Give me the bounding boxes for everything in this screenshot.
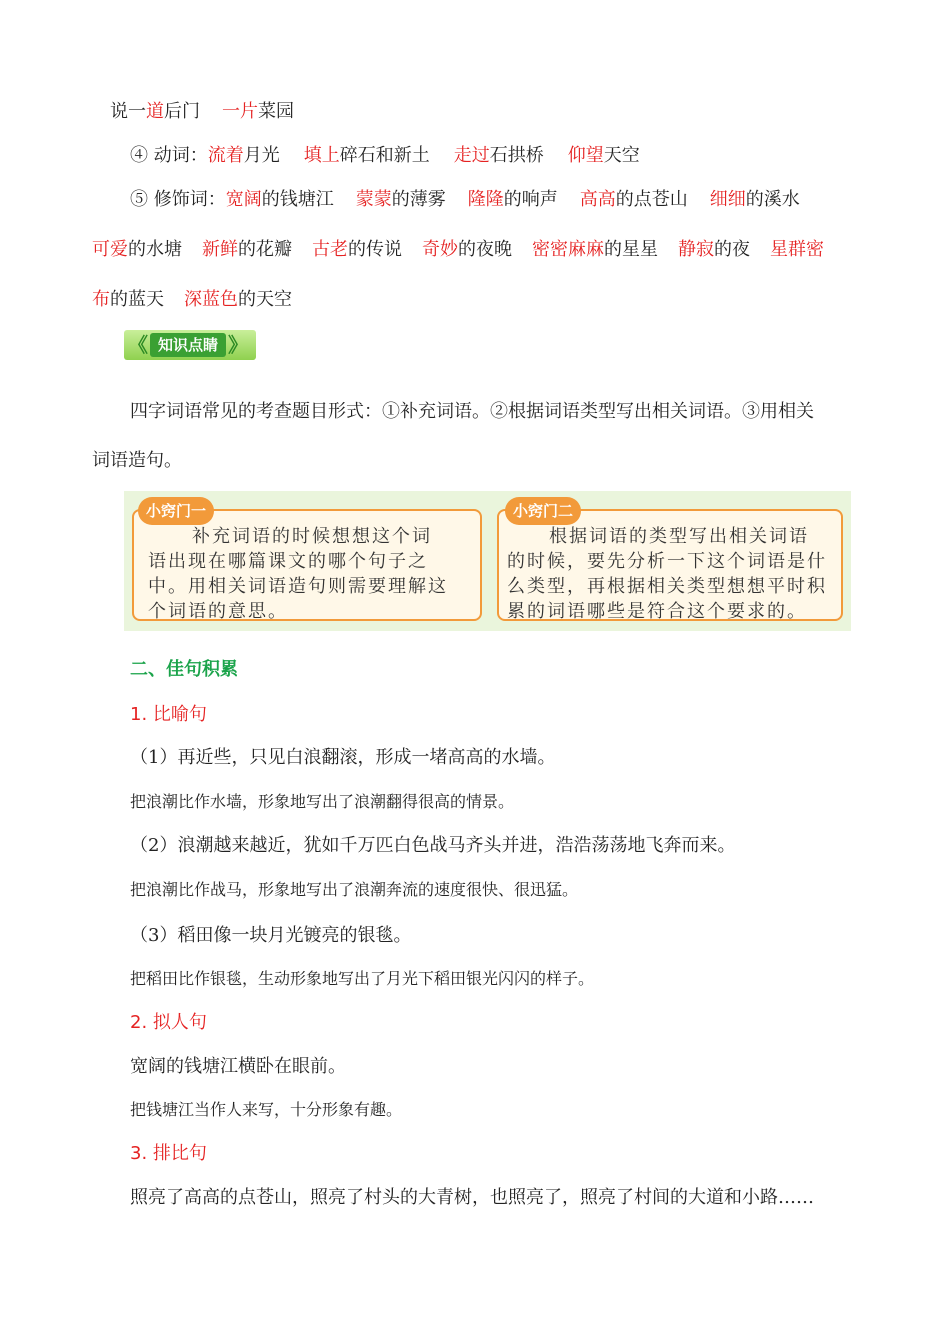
subhead-parallelism: 3. 排比句: [130, 1143, 207, 1164]
highlight-word: 细细: [709, 189, 746, 210]
text: 的传说: [348, 239, 402, 260]
tip-1-line-2: 语出现在哪篇课文的哪个句子之: [148, 551, 428, 572]
vocab-row-modifiers-2: [92, 236, 824, 264]
subhead-personification: 2. 拟人句: [130, 1012, 207, 1033]
highlight-word: 古老: [312, 239, 348, 260]
double-chevron-left-icon: 《: [128, 333, 148, 357]
text: 月光: [243, 145, 280, 166]
row-prefix: ⑤ 修饰词：: [130, 189, 226, 210]
note-4: 把钱塘江当作人来写，十分形象有趣。: [130, 1100, 403, 1119]
text: 的薄雾: [391, 189, 446, 210]
text: 的夜晚: [458, 239, 512, 260]
tip-1-line-1: 补充词语的时候想想这个词: [192, 526, 432, 547]
highlight-word: 宽阔: [225, 189, 262, 210]
text: 的水塘: [128, 239, 182, 260]
section-title: 二、佳句积累: [130, 659, 238, 680]
sentence-4: 宽阔的钱塘江横卧在眼前。: [130, 1056, 346, 1077]
text: 的钱塘江: [261, 189, 334, 210]
highlight-word: 布: [92, 289, 110, 310]
highlight-word: 片: [240, 101, 258, 122]
vocab-row-modifiers: [130, 186, 800, 214]
highlight-word: 静寂: [678, 239, 714, 260]
highlight-word: 隆隆: [467, 189, 504, 210]
text: 石拱桥: [489, 145, 544, 166]
highlight-word: 一: [222, 101, 240, 122]
highlight-word: 仰望: [567, 145, 604, 166]
text: 菜园: [258, 101, 294, 122]
text: 碎石和新土: [339, 145, 430, 166]
double-chevron-right-icon: 》: [228, 333, 248, 357]
note-2: 把浪潮比作战马，形象地写出了浪潮奔流的速度很快、很迅猛。: [130, 880, 579, 899]
highlight-word: 填上: [303, 145, 340, 166]
tip-2-line-2: 的时候，要先分析一下这个词语是什: [507, 551, 827, 572]
sentence-1: （1）再近些，只见白浪翻滚，形成一堵高高的水墙。: [130, 747, 556, 768]
text: 的溪水: [745, 189, 800, 210]
sentence-2: （2）浪潮越来越近，犹如千万匹白色战马齐头并进，浩浩荡荡地飞奔而来。: [130, 835, 736, 856]
tip-1-line-3: 中。用相关词语造句则需要理解这: [148, 576, 448, 597]
highlight-word: 道: [146, 101, 164, 122]
sentence-3: （3）稻田像一块月光镀亮的银毯。: [130, 925, 412, 946]
text: 后门: [164, 101, 200, 122]
text: 的蓝天: [110, 289, 164, 310]
text: 天空: [603, 145, 640, 166]
text: 的夜: [714, 239, 750, 260]
vocab-row-verbs: [130, 142, 640, 170]
subhead-metaphor: 1. 比喻句: [130, 704, 207, 725]
note-1: 把浪潮比作水墙，形象地写出了浪潮翻得很高的情景。: [130, 792, 515, 811]
highlight-word: 高高: [579, 189, 616, 210]
intro-line-1: 四字词语常见的考查题目形式：①补充词语。②根据词语类型写出相关词语。③用相关: [130, 401, 814, 422]
intro-line-2: 词语造句。: [92, 450, 182, 471]
row-prefix: ④ 动词：: [130, 145, 208, 166]
text: 的响声: [503, 189, 558, 210]
badge-label: 知识点睛: [150, 333, 226, 357]
tip-2-line-4: 累的词语哪些是符合这个要求的。: [507, 601, 807, 622]
text: 的天空: [238, 289, 292, 310]
highlight-word: 新鲜: [202, 239, 238, 260]
highlight-word: 可爱: [92, 239, 128, 260]
note-3: 把稻田比作银毯，生动形象地写出了月光下稻田银光闪闪的样子。: [130, 969, 595, 988]
sentence-5: 照亮了高高的点苍山，照亮了村头的大青树，也照亮了，照亮了村间的大道和小路……: [130, 1187, 814, 1208]
text: 说一: [110, 101, 146, 122]
highlight-word: 星群密: [770, 239, 824, 260]
knowledge-badge: [124, 330, 256, 360]
vocab-row-1: [110, 98, 294, 126]
tip-tag-2: 小窍门二: [505, 497, 581, 525]
highlight-word: 走过: [453, 145, 490, 166]
tip-1-line-4: 个词语的意思。: [148, 601, 288, 622]
text: 的点苍山: [615, 189, 688, 210]
highlight-word: 深蓝色: [184, 289, 238, 310]
highlight-word: 蒙蒙: [355, 189, 392, 210]
highlight-word: 密密麻麻: [532, 239, 604, 260]
tip-2-line-3: 么类型，再根据相关类型想想平时积: [507, 576, 827, 597]
tip-2-line-1: 根据词语的类型写出相关词语: [549, 526, 809, 547]
highlight-word: 流着: [207, 145, 244, 166]
vocab-row-modifiers-3: [92, 286, 292, 314]
text: 的花瓣: [238, 239, 292, 260]
text: 的星星: [604, 239, 658, 260]
tip-tag-1: 小窍门一: [138, 497, 214, 525]
highlight-word: 奇妙: [422, 239, 458, 260]
